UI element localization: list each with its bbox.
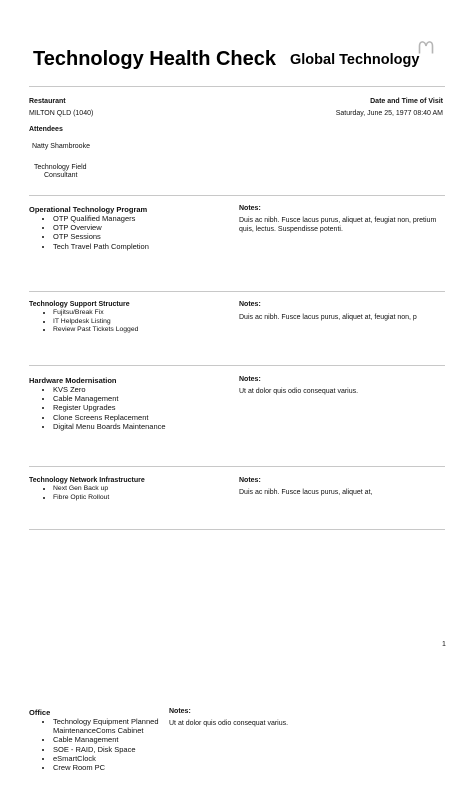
visit-datetime-label: Date and Time of Visit	[370, 98, 443, 105]
section-title: Technology Support Structure	[29, 301, 130, 308]
section-item-list	[29, 385, 166, 431]
list-item: • Tech Travel Path Completion	[53, 242, 149, 251]
section-title: Operational Technology Program	[29, 205, 148, 214]
attendees-label: Attendees	[29, 126, 63, 133]
list-item: • Cable Management	[53, 735, 173, 744]
attendee-role-cont: Consultant	[44, 172, 78, 179]
restaurant-value: MILTON QLD (1040)	[29, 110, 94, 117]
notes-label: Notes:	[239, 477, 261, 484]
notes-text: Duis ac nibh. Fusce lacus purus, aliquet at, feugiat non, p	[239, 314, 417, 321]
section-title: Technology Network Infrastructure	[29, 477, 145, 484]
notes-label: Notes:	[239, 205, 261, 212]
attendee-name: Natty Shambrooke	[32, 143, 90, 150]
list-item: • Technology Equipment Planned MaintenanceComs Cabinet	[53, 717, 173, 735]
section-title: Office	[29, 708, 51, 717]
section-title: Hardware Modernisation	[29, 376, 117, 385]
list-item: • Next Gen Back up	[53, 485, 109, 494]
notes-text: Ut at dolor quis odio consequat varius.	[169, 720, 289, 727]
list-item: • OTP Qualified Managers	[53, 214, 149, 223]
list-item: • OTP Overview	[53, 223, 149, 232]
list-item: • SOE - RAID, Disk Space	[53, 745, 173, 754]
notes-label: Notes:	[169, 708, 191, 715]
divider	[29, 86, 445, 87]
list-item: • Fujitsu/Break Fix	[53, 309, 138, 318]
list-item: • eSmartClock	[53, 754, 173, 763]
list-item: • Fibre Optic Rollout	[53, 494, 109, 503]
section-item-list	[29, 214, 149, 251]
list-item: • Clone Screens Replacement	[53, 413, 166, 422]
brand-name: Global Technology	[290, 52, 420, 68]
notes-text: Ut at dolor quis odio consequat varius.	[239, 388, 359, 395]
golden-arches-icon	[418, 40, 434, 54]
divider	[29, 195, 445, 196]
list-item: • Cable Management	[53, 394, 166, 403]
list-item: • Digital Menu Boards Maintenance	[53, 422, 166, 431]
divider	[29, 291, 445, 292]
section-item-list	[29, 309, 138, 335]
section-item-list	[29, 717, 173, 772]
notes-text: Duis ac nibh. Fusce lacus purus, aliquet at, feugiat non, pretium quis, lectus. Suspendisse potenti.	[239, 217, 437, 233]
divider	[29, 466, 445, 467]
visit-datetime-value: Saturday, June 25, 1977 08:40 AM	[335, 110, 443, 117]
list-item: • KVS Zero	[53, 385, 166, 394]
notes-label: Notes:	[239, 301, 261, 308]
list-item: • Review Past Tickets Logged	[53, 326, 138, 335]
section-item-list	[29, 485, 109, 502]
list-item: • Crew Room PC	[53, 763, 173, 772]
notes-text: Duis ac nibh. Fusce lacus purus, aliquet at,	[239, 489, 373, 496]
document-title: Technology Health Check	[33, 48, 277, 70]
list-item: • OTP Sessions	[53, 232, 149, 241]
attendee-role: Technology Field	[34, 164, 87, 171]
list-item: • Register Upgrades	[53, 403, 166, 412]
list-item: • IT Helpdesk Listing	[53, 318, 138, 327]
restaurant-label: Restaurant	[29, 98, 66, 105]
divider	[29, 365, 445, 366]
divider	[29, 529, 445, 530]
page-number: 1	[442, 641, 446, 648]
notes-label: Notes:	[239, 376, 261, 383]
